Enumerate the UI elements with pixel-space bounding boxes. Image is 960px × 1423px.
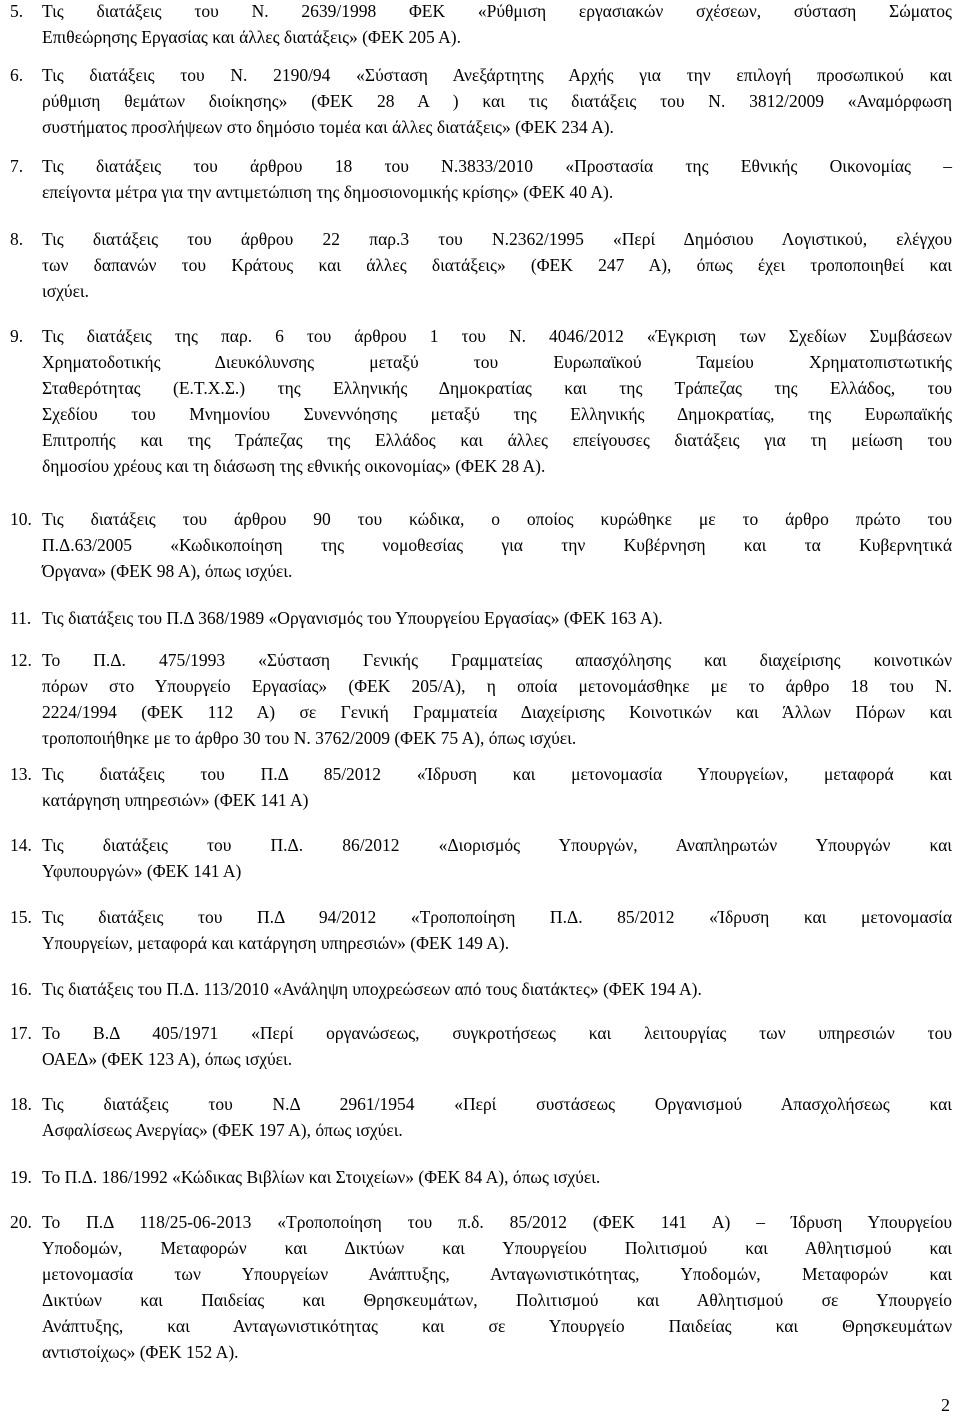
item-text-line: αντιστοίχως» (ΦΕΚ 152 Α). (42, 1342, 239, 1362)
list-item (10, 1164, 950, 1190)
item-text-line: τροποποιήθηκε με το άρθρο 30 του Ν. 3762/2009 (ΦΕΚ 75 Α), όπως ισχύει. (42, 728, 577, 748)
list-item (10, 1091, 950, 1143)
item-text-line: Τις διατάξεις της παρ. 6 του άρθρου 1 του Ν. 4046/2012 «Έγκριση των Σχεδίων Συμβάσεων (42, 326, 952, 346)
item-text-line: Τις διατάξεις του Π.Δ. 86/2012 «Διορισμός Υπουργών, Αναπληρωτών Υπουργών και (42, 835, 952, 855)
list-item (10, 1209, 950, 1365)
item-text-line: Υποδομών, Μεταφορών και Δικτύων και Υπουργείου Πολιτισμού και Αθλητισμού και (42, 1238, 952, 1258)
item-text-line: Τις διατάξεις του Π.Δ. 113/2010 «Ανάληψη υποχρεώσεων από τους διατάκτες» (ΦΕΚ 194 Α). (42, 979, 702, 999)
item-text-line: Επιτροπής και της Τράπεζας της Ελλάδος και άλλες επείγουσες διατάξεις για τη μείωση του (42, 430, 952, 450)
item-number: 9. (10, 326, 24, 346)
list-item (10, 904, 950, 956)
item-text-line: Τις διατάξεις του Ν.Δ 2961/1954 «Περί συστάσεως Οργανισμού Απασχολήσεως και (42, 1094, 952, 1114)
item-text-line: Τις διατάξεις του Ν. 2639/1998 ΦΕΚ «Ρύθμιση εργασιακών σχέσεων, σύσταση Σώματος (42, 1, 952, 21)
list-item (10, 832, 950, 884)
item-text-line: Τις διατάξεις του Π.Δ 368/1989 «Οργανισμός του Υπουργείου Εργασίας» (ΦΕΚ 163 Α). (42, 608, 663, 628)
item-text-line: Σταθερότητας (Ε.Τ.Χ.Σ.) της Ελληνικής Δημοκρατίας και της Τράπεζας της Ελλάδος, του (42, 378, 952, 398)
item-text-line: Τις διατάξεις του Π.Δ 94/2012 «Τροποποίηση Π.Δ. 85/2012 «Ίδρυση και μετονομασία (42, 907, 952, 927)
item-text-line: δημοσίου χρέους και τη διάσωση της εθνικής οικονομίας» (ΦΕΚ 28 Α). (42, 456, 546, 476)
item-text-line: Το Π.Δ. 186/1992 «Κώδικας Βιβλίων και Στοιχείων» (ΦΕΚ 84 Α), όπως ισχύει. (42, 1167, 601, 1187)
list-item (10, 62, 950, 140)
item-number: 8. (10, 229, 24, 249)
item-number: 6. (10, 65, 24, 85)
item-text-line: Τις διατάξεις του άρθρου 22 παρ.3 του Ν.2362/1995 «Περί Δημόσιου Λογιστικού, ελέγχου (42, 229, 952, 249)
item-number: 17. (10, 1023, 32, 1043)
item-number: 14. (10, 835, 32, 855)
item-text-line: μετονομασία των Υπουργείων Ανάπτυξης, Ανταγωνιστικότητας, Υποδομών, Μεταφορών και (42, 1264, 952, 1284)
item-number: 13. (10, 764, 32, 784)
list-item (10, 647, 950, 751)
item-text-line: των δαπανών του Κράτους και άλλες διατάξεις» (ΦΕΚ 247 Α), όπως έχει τροποποιηθεί και (42, 255, 952, 275)
item-number: 10. (10, 509, 32, 529)
item-text-line: Τις διατάξεις του άρθρου 90 του κώδικα, ο οποίος κυρώθηκε με το άρθρο πρώτο του (42, 509, 952, 529)
item-text-line: Υπουργείων, μεταφορά και κατάργηση υπηρεσιών» (ΦΕΚ 149 Α). (42, 933, 510, 953)
item-number: 12. (10, 650, 32, 670)
page-number: 2 (941, 1395, 950, 1415)
list-item (10, 0, 950, 50)
item-text-line: ισχύει. (42, 281, 90, 301)
item-text-line: Χρηματοδοτικής Διευκόλυνσης μεταξύ του Ευρωπαϊκού Ταμείου Χρηματοπιστωτικής (42, 352, 952, 372)
item-number: 16. (10, 979, 32, 999)
item-number: 11. (10, 608, 32, 628)
item-text-line: Το Π.Δ 118/25-06-2013 «Τροποποίηση του π.δ. 85/2012 (ΦΕΚ 141 Α) – Ίδρυση Υπουργείου (42, 1212, 952, 1232)
item-text-line: Π.Δ.63/2005 «Κωδικοποίηση της νομοθεσίας για την Κυβέρνηση και τα Κυβερνητικά (42, 535, 952, 555)
item-text-line: Δικτύων και Παιδείας και Θρησκευμάτων, Πολιτισμού και Αθλητισμού σε Υπουργείο (42, 1290, 952, 1310)
item-number: 19. (10, 1167, 32, 1187)
item-number: 5. (10, 1, 24, 21)
item-text-line: Τις διατάξεις του Π.Δ 85/2012 «Ίδρυση και μετονομασία Υπουργείων, μεταφορά και (42, 764, 952, 784)
item-text-line: κατάργηση υπηρεσιών» (ΦΕΚ 141 Α) (42, 790, 309, 810)
item-text-line: Επιθεώρησης Εργασίας και άλλες διατάξεις» (ΦΕΚ 205 Α). (42, 27, 461, 47)
item-text-line: Όργανα» (ΦΕΚ 98 Α), όπως ισχύει. (42, 561, 293, 581)
item-text-line: πόρων στο Υπουργείο Εργασίας» (ΦΕΚ 205/Α), η οποία μετονομάσθηκε με το άρθρο 18 του Ν. (42, 676, 952, 696)
list-item (10, 605, 950, 631)
list-item (10, 153, 950, 205)
item-text-line: ρύθμιση θεμάτων διοίκησης» (ΦΕΚ 28 Α ) και τις διατάξεις του Ν. 3812/2009 «Αναμόρφωση (42, 91, 952, 111)
list-item (10, 323, 950, 479)
item-text-line: Ανάπτυξης, και Ανταγωνιστικότητας και σε Υπουργείο Παιδείας και Θρησκευμάτων (42, 1316, 952, 1336)
item-text-line: Τις διατάξεις του άρθρου 18 του Ν.3833/2010 «Προστασία της Εθνικής Οικονομίας – (42, 156, 952, 176)
list-item (10, 976, 950, 1002)
item-number: 7. (10, 156, 24, 176)
item-number: 15. (10, 907, 32, 927)
item-text-line: Σχεδίου του Μνημονίου Συνεννόησης μεταξύ της Ελληνικής Δημοκρατίας, της Ευρωπαϊκής (42, 404, 952, 424)
list-item (10, 506, 950, 584)
item-text-line: Το Β.Δ 405/1971 «Περί οργανώσεως, συγκροτήσεως και λειτουργίας των υπηρεσιών του (42, 1023, 952, 1043)
item-text-line: Τις διατάξεις του Ν. 2190/94 «Σύσταση Ανεξάρτητης Αρχής για την επιλογή προσωπικού και (42, 65, 952, 85)
item-text-line: επείγοντα μέτρα για την αντιμετώπιση της δημοσιονομικής κρίσης» (ΦΕΚ 40 Α). (42, 182, 614, 202)
list-item (10, 1020, 950, 1072)
item-number: 18. (10, 1094, 32, 1114)
item-number: 20. (10, 1212, 32, 1232)
item-text-line: συστήματος προσλήψεων στο δημόσιο τομέα και άλλες διατάξεις» (ΦΕΚ 234 Α). (42, 117, 614, 137)
list-item (10, 226, 950, 304)
item-text-line: Ασφαλίσεως Ανεργίας» (ΦΕΚ 197 Α), όπως ισχύει. (42, 1120, 403, 1140)
item-text-line: Υφυπουργών» (ΦΕΚ 141 Α) (42, 861, 242, 881)
list-item (10, 761, 950, 813)
item-text-line: ΟΑΕΔ» (ΦΕΚ 123 Α), όπως ισχύει. (42, 1049, 293, 1069)
item-text-line: 2224/1994 (ΦΕΚ 112 Α) σε Γενική Γραμματεία Διαχείρισης Κοινοτικών και Άλλων Πόρων και (42, 702, 952, 722)
item-text-line: Το Π.Δ. 475/1993 «Σύσταση Γενικής Γραμματείας απασχόλησης και διαχείρισης κοινοτικών (42, 650, 952, 670)
